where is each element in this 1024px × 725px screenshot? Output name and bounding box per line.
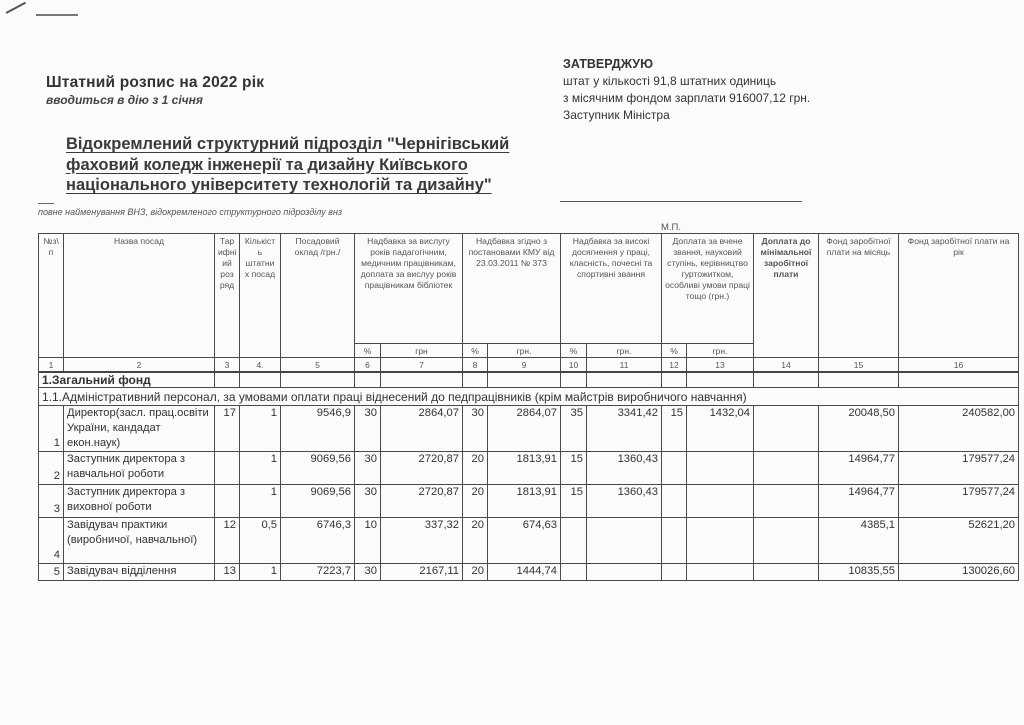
section-general-fund: 1.Загальний фонд — [39, 372, 215, 388]
cell-rank: 12 — [215, 518, 240, 564]
cell-p2: 20 — [463, 485, 488, 518]
cell-rank — [215, 485, 240, 518]
scan-mark — [6, 10, 76, 18]
caption-rule — [38, 203, 54, 204]
cell-p3: 15 — [561, 485, 587, 518]
cell-g3: 3341,42 — [587, 406, 662, 452]
cell-year: 52621,20 — [899, 518, 1019, 564]
column-number: 12 — [662, 358, 687, 373]
cell-salary: 9069,56 — [281, 452, 355, 485]
column-number: 9 — [488, 358, 561, 373]
cell-p1: 30 — [355, 485, 381, 518]
cell-p1: 10 — [355, 518, 381, 564]
approval-line: з місячним фондом зарплати 916007,12 грн. — [563, 91, 811, 105]
organization-caption: повне найменування ВНЗ, відокремленого структурного підрозділу внз — [38, 207, 343, 217]
cell-n: 2 — [39, 452, 64, 485]
unit-grn: грн. — [488, 344, 561, 358]
cell-g2: 2864,07 — [488, 406, 561, 452]
cell-n: 4 — [39, 518, 64, 564]
table-row — [39, 452, 1019, 485]
column-number: 4. — [240, 358, 281, 373]
organization-name — [66, 134, 509, 196]
unit-percent: % — [463, 344, 488, 358]
organization-line: фаховий коледж інженерії та дизайну Київського — [66, 155, 468, 174]
organization-line: Відокремлений структурний підрозділ "Чернігівський — [66, 135, 510, 153]
cell-g1: 2720,87 — [381, 485, 463, 518]
cell-n: 5 — [39, 564, 64, 581]
subsection-row — [39, 388, 1019, 406]
cell-g2: 674,63 — [488, 518, 561, 564]
cell-g4 — [687, 485, 754, 518]
column-number: 15 — [819, 358, 899, 373]
cell-p3 — [561, 518, 587, 564]
cell-month: 4385,1 — [819, 518, 899, 564]
cell-rank: 13 — [215, 564, 240, 581]
cell-p3: 35 — [561, 406, 587, 452]
header-monthly-fund: Фонд заробітної плати на місяць — [819, 234, 899, 358]
unit-grn: грн. — [587, 344, 662, 358]
cell-qty: 1 — [240, 564, 281, 581]
cell-g2: 1444,74 — [488, 564, 561, 581]
document-title: Штатний розпис на 2022 рік — [46, 74, 265, 91]
cell-p2: 30 — [463, 406, 488, 452]
stamp-label: М.П. — [661, 222, 682, 233]
cell-month: 20048,50 — [819, 406, 899, 452]
organization-line: національного університету технологій та дизайну" — [66, 176, 492, 194]
cell-p4 — [662, 485, 687, 518]
cell-salary: 9546,9 — [281, 406, 355, 452]
column-number: 7 — [381, 358, 463, 373]
table-row — [39, 518, 1019, 564]
cell-qty: 1 — [240, 485, 281, 518]
cell-year: 240582,00 — [899, 406, 1019, 452]
cell-g3: 1360,43 — [587, 485, 662, 518]
cell-g1: 2720,87 — [381, 452, 463, 485]
cell-name: Завідувач практики (виробничої, навчальної) — [64, 518, 215, 564]
cell-p4: 15 — [662, 406, 687, 452]
unit-percent: % — [355, 344, 381, 358]
section-row — [39, 372, 1019, 388]
cell-year: 179577,24 — [899, 485, 1019, 518]
unit-grn: грн. — [687, 344, 754, 358]
cell-g1: 2167,11 — [381, 564, 463, 581]
effective-date: вводиться в дію з 1 січня — [46, 93, 203, 107]
cell-p3: 15 — [561, 452, 587, 485]
cell-min — [754, 518, 819, 564]
column-number: 11 — [587, 358, 662, 373]
column-numbers-row — [39, 358, 1019, 373]
column-number: 3 — [215, 358, 240, 373]
cell-p1: 30 — [355, 564, 381, 581]
cell-g2: 1813,91 — [488, 452, 561, 485]
header-degree-bonus: Доплата за вчене звання, науковий ступінь, керівництво гуртожитком, особливі умови праці тощо (грн.) — [662, 234, 754, 344]
header-salary: Посадовий оклад /грн./ — [281, 234, 355, 358]
table-row — [39, 406, 1019, 452]
cell-month: 14964,77 — [819, 452, 899, 485]
approval-heading: ЗАТВЕРДЖУЮ — [563, 57, 653, 71]
signature-line — [560, 201, 802, 202]
cell-name: Завідувач відділення — [64, 564, 215, 581]
cell-rank — [215, 452, 240, 485]
cell-year: 130026,60 — [899, 564, 1019, 581]
cell-name: Директор(засл. прац.освіти України, кандадат екон.наук) — [64, 406, 215, 452]
cell-month: 10835,55 — [819, 564, 899, 581]
cell-p2: 20 — [463, 564, 488, 581]
table-row — [39, 485, 1019, 518]
column-number: 13 — [687, 358, 754, 373]
header-seniority-bonus: Надбавка за вислугу років падагогічним, медичним працівникам, доплата за вислуу років працівникам бібліотек — [355, 234, 463, 344]
cell-min — [754, 406, 819, 452]
section-admin-staff: 1.1.Адміністративний персонал, за умовами оплати праці віднесений до педпрацівників (крім майстрів виробничого навчання) — [39, 388, 1019, 406]
cell-qty: 0,5 — [240, 518, 281, 564]
cell-qty: 1 — [240, 452, 281, 485]
header-position: Назва посад — [64, 234, 215, 358]
cell-min — [754, 564, 819, 581]
cell-p1: 30 — [355, 406, 381, 452]
column-number: 8 — [463, 358, 488, 373]
cell-g2: 1813,91 — [488, 485, 561, 518]
unit-grn: грн — [381, 344, 463, 358]
cell-g4 — [687, 564, 754, 581]
cell-g4 — [687, 518, 754, 564]
cell-min — [754, 485, 819, 518]
cell-p2: 20 — [463, 452, 488, 485]
cell-p4 — [662, 518, 687, 564]
header-quantity: Кількіст ь штатни х посад — [240, 234, 281, 358]
cell-qty: 1 — [240, 406, 281, 452]
column-number: 5 — [281, 358, 355, 373]
approval-block — [563, 56, 810, 124]
header-achievement-bonus: Надбавка за високі досягнення у праці, класність, почесні та спортивні звання — [561, 234, 662, 344]
table-row — [39, 564, 1019, 581]
cell-g3 — [587, 518, 662, 564]
cell-p3 — [561, 564, 587, 581]
cell-name: Заступник директора з виховної роботи — [64, 485, 215, 518]
staff-table — [38, 233, 1019, 581]
cell-p4 — [662, 564, 687, 581]
cell-p4 — [662, 452, 687, 485]
column-number: 10 — [561, 358, 587, 373]
approval-line: штат у кількості 91,8 штатних одиниць — [563, 74, 777, 88]
header-kmu-bonus: Надбавка згідно з постановами КМУ від 23.03.2011 № 373 — [463, 234, 561, 344]
cell-g4 — [687, 452, 754, 485]
column-number: 6 — [355, 358, 381, 373]
column-number: 14 — [754, 358, 819, 373]
header-rank: Тар ифні ий роз ряд — [215, 234, 240, 358]
cell-month: 14964,77 — [819, 485, 899, 518]
cell-p1: 30 — [355, 452, 381, 485]
header-number: №з\ п — [39, 234, 64, 358]
cell-salary: 9069,56 — [281, 485, 355, 518]
cell-salary: 7223,7 — [281, 564, 355, 581]
cell-name: Заступник директора з навчальної роботи — [64, 452, 215, 485]
table-header-row — [39, 234, 1019, 344]
unit-percent: % — [662, 344, 687, 358]
cell-g3: 1360,43 — [587, 452, 662, 485]
header-min-wage-supplement: Доплата до мінімальної заробітної плати — [754, 234, 819, 358]
cell-n: 1 — [39, 406, 64, 452]
unit-percent: % — [561, 344, 587, 358]
cell-rank: 17 — [215, 406, 240, 452]
cell-g1: 2864,07 — [381, 406, 463, 452]
cell-g1: 337,32 — [381, 518, 463, 564]
column-number: 2 — [64, 358, 215, 373]
approval-line: Заступник Міністра — [563, 108, 670, 122]
cell-year: 179577,24 — [899, 452, 1019, 485]
column-number: 1 — [39, 358, 64, 373]
header-yearly-fund: Фонд заробітної плати на рік — [899, 234, 1019, 358]
cell-salary: 6746,3 — [281, 518, 355, 564]
cell-g3 — [587, 564, 662, 581]
cell-n: 3 — [39, 485, 64, 518]
cell-p2: 20 — [463, 518, 488, 564]
cell-g4: 1432,04 — [687, 406, 754, 452]
column-number: 16 — [899, 358, 1019, 373]
cell-min — [754, 452, 819, 485]
